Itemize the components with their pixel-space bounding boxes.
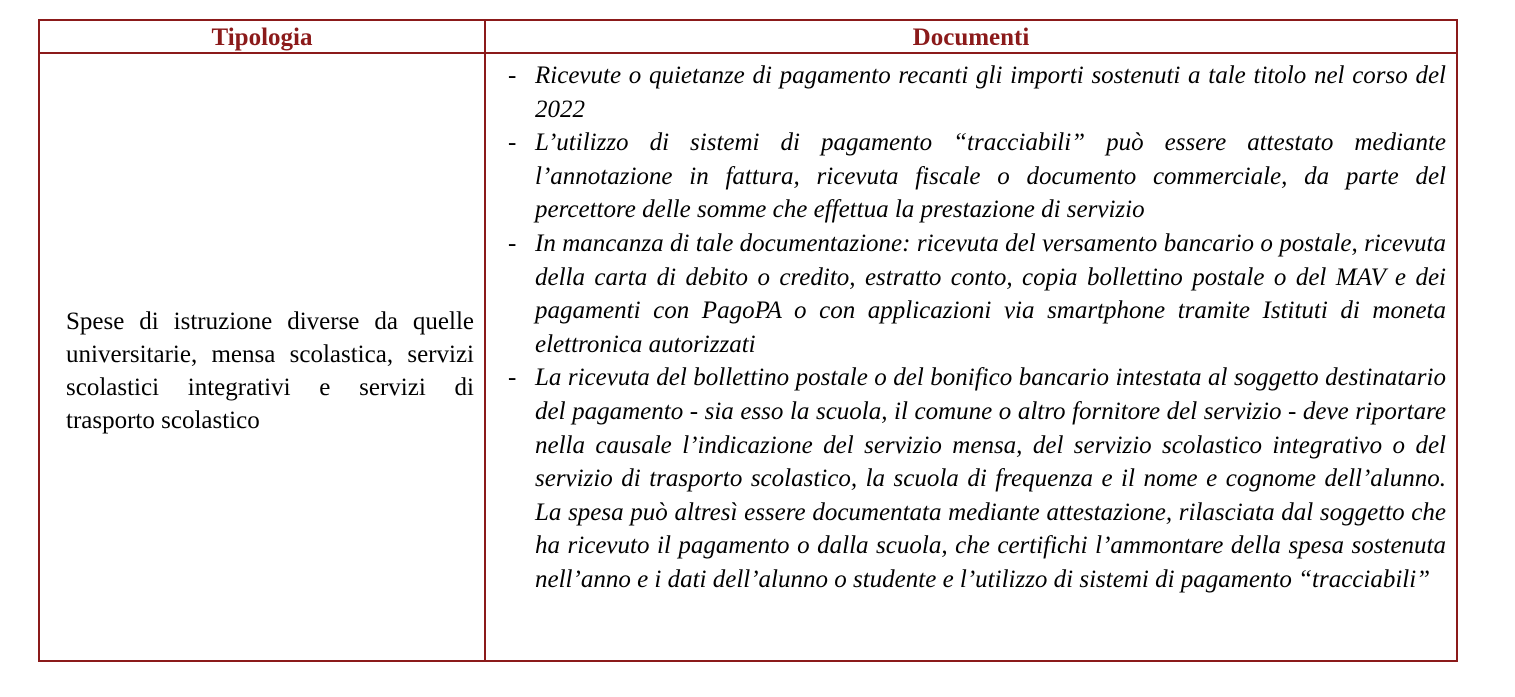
documenti-list bbox=[508, 59, 1446, 597]
header-documenti: Documenti bbox=[486, 21, 1456, 54]
list-item-text: La ricevuta del bollettino postale o del bonifico bancario intestata al soggetto destinatario del pagamento - sia esso la scuola, il comune o altro fornitore del servizio - deve riportare nella causale l’indicazione del servizio mensa, del servizio scolastico integrativo o del servizio di trasporto scolastico, la scuola di frequenza e il nome e cognome dell’alunno. La spesa può altresì essere documentata mediante attestazione, rilasciata dal soggetto che ha ricevuto il pagamento o dalla scuola, che certifichi l’ammontare della spesa sostenuta nell’anno e i dati dell’alunno o studente e l’utilizzo di sistemi di pagamento “tracciabili” bbox=[535, 364, 1446, 593]
header-tipologia: Tipologia bbox=[40, 21, 486, 54]
list-item bbox=[508, 59, 1446, 126]
list-dash: - bbox=[508, 364, 517, 392]
list-dash: - bbox=[508, 62, 517, 89]
list-dash: - bbox=[508, 129, 517, 157]
list-dash: - bbox=[508, 229, 517, 257]
tipologia-text: Spese di istruzione diverse da quelle universitarie, mensa scolastica, servizi scolastici integrativi e servizi di trasporto scolastico bbox=[66, 308, 474, 434]
documents-table bbox=[38, 19, 1458, 662]
list-item bbox=[508, 126, 1446, 227]
list-item-text: In mancanza di tale documentazione: ricevuta del versamento bancario o postale, ricevuta della carta di debito o credito, estratto conto, copia bollettino postale o del MAV e dei pagamenti con PagoPA o con applicazioni via smartphone tramite Istituti di moneta elettronica autorizzati bbox=[535, 229, 1446, 358]
list-item bbox=[508, 227, 1446, 361]
list-item-text: Ricevute o quietanze di pagamento recanti gli importi sostenuti a tale titolo nel corso del 2022 bbox=[535, 62, 1446, 123]
documenti-cell bbox=[486, 54, 1456, 660]
tipologia-cell bbox=[40, 54, 486, 660]
list-item-text: L’utilizzo di sistemi di pagamento “tracciabili” può essere attestato mediante l’annotazione in fattura, ricevuta fiscale o documento commerciale, da parte del percettore delle somme che effettua la prestazione di servizio bbox=[535, 129, 1446, 224]
list-item bbox=[508, 361, 1446, 596]
